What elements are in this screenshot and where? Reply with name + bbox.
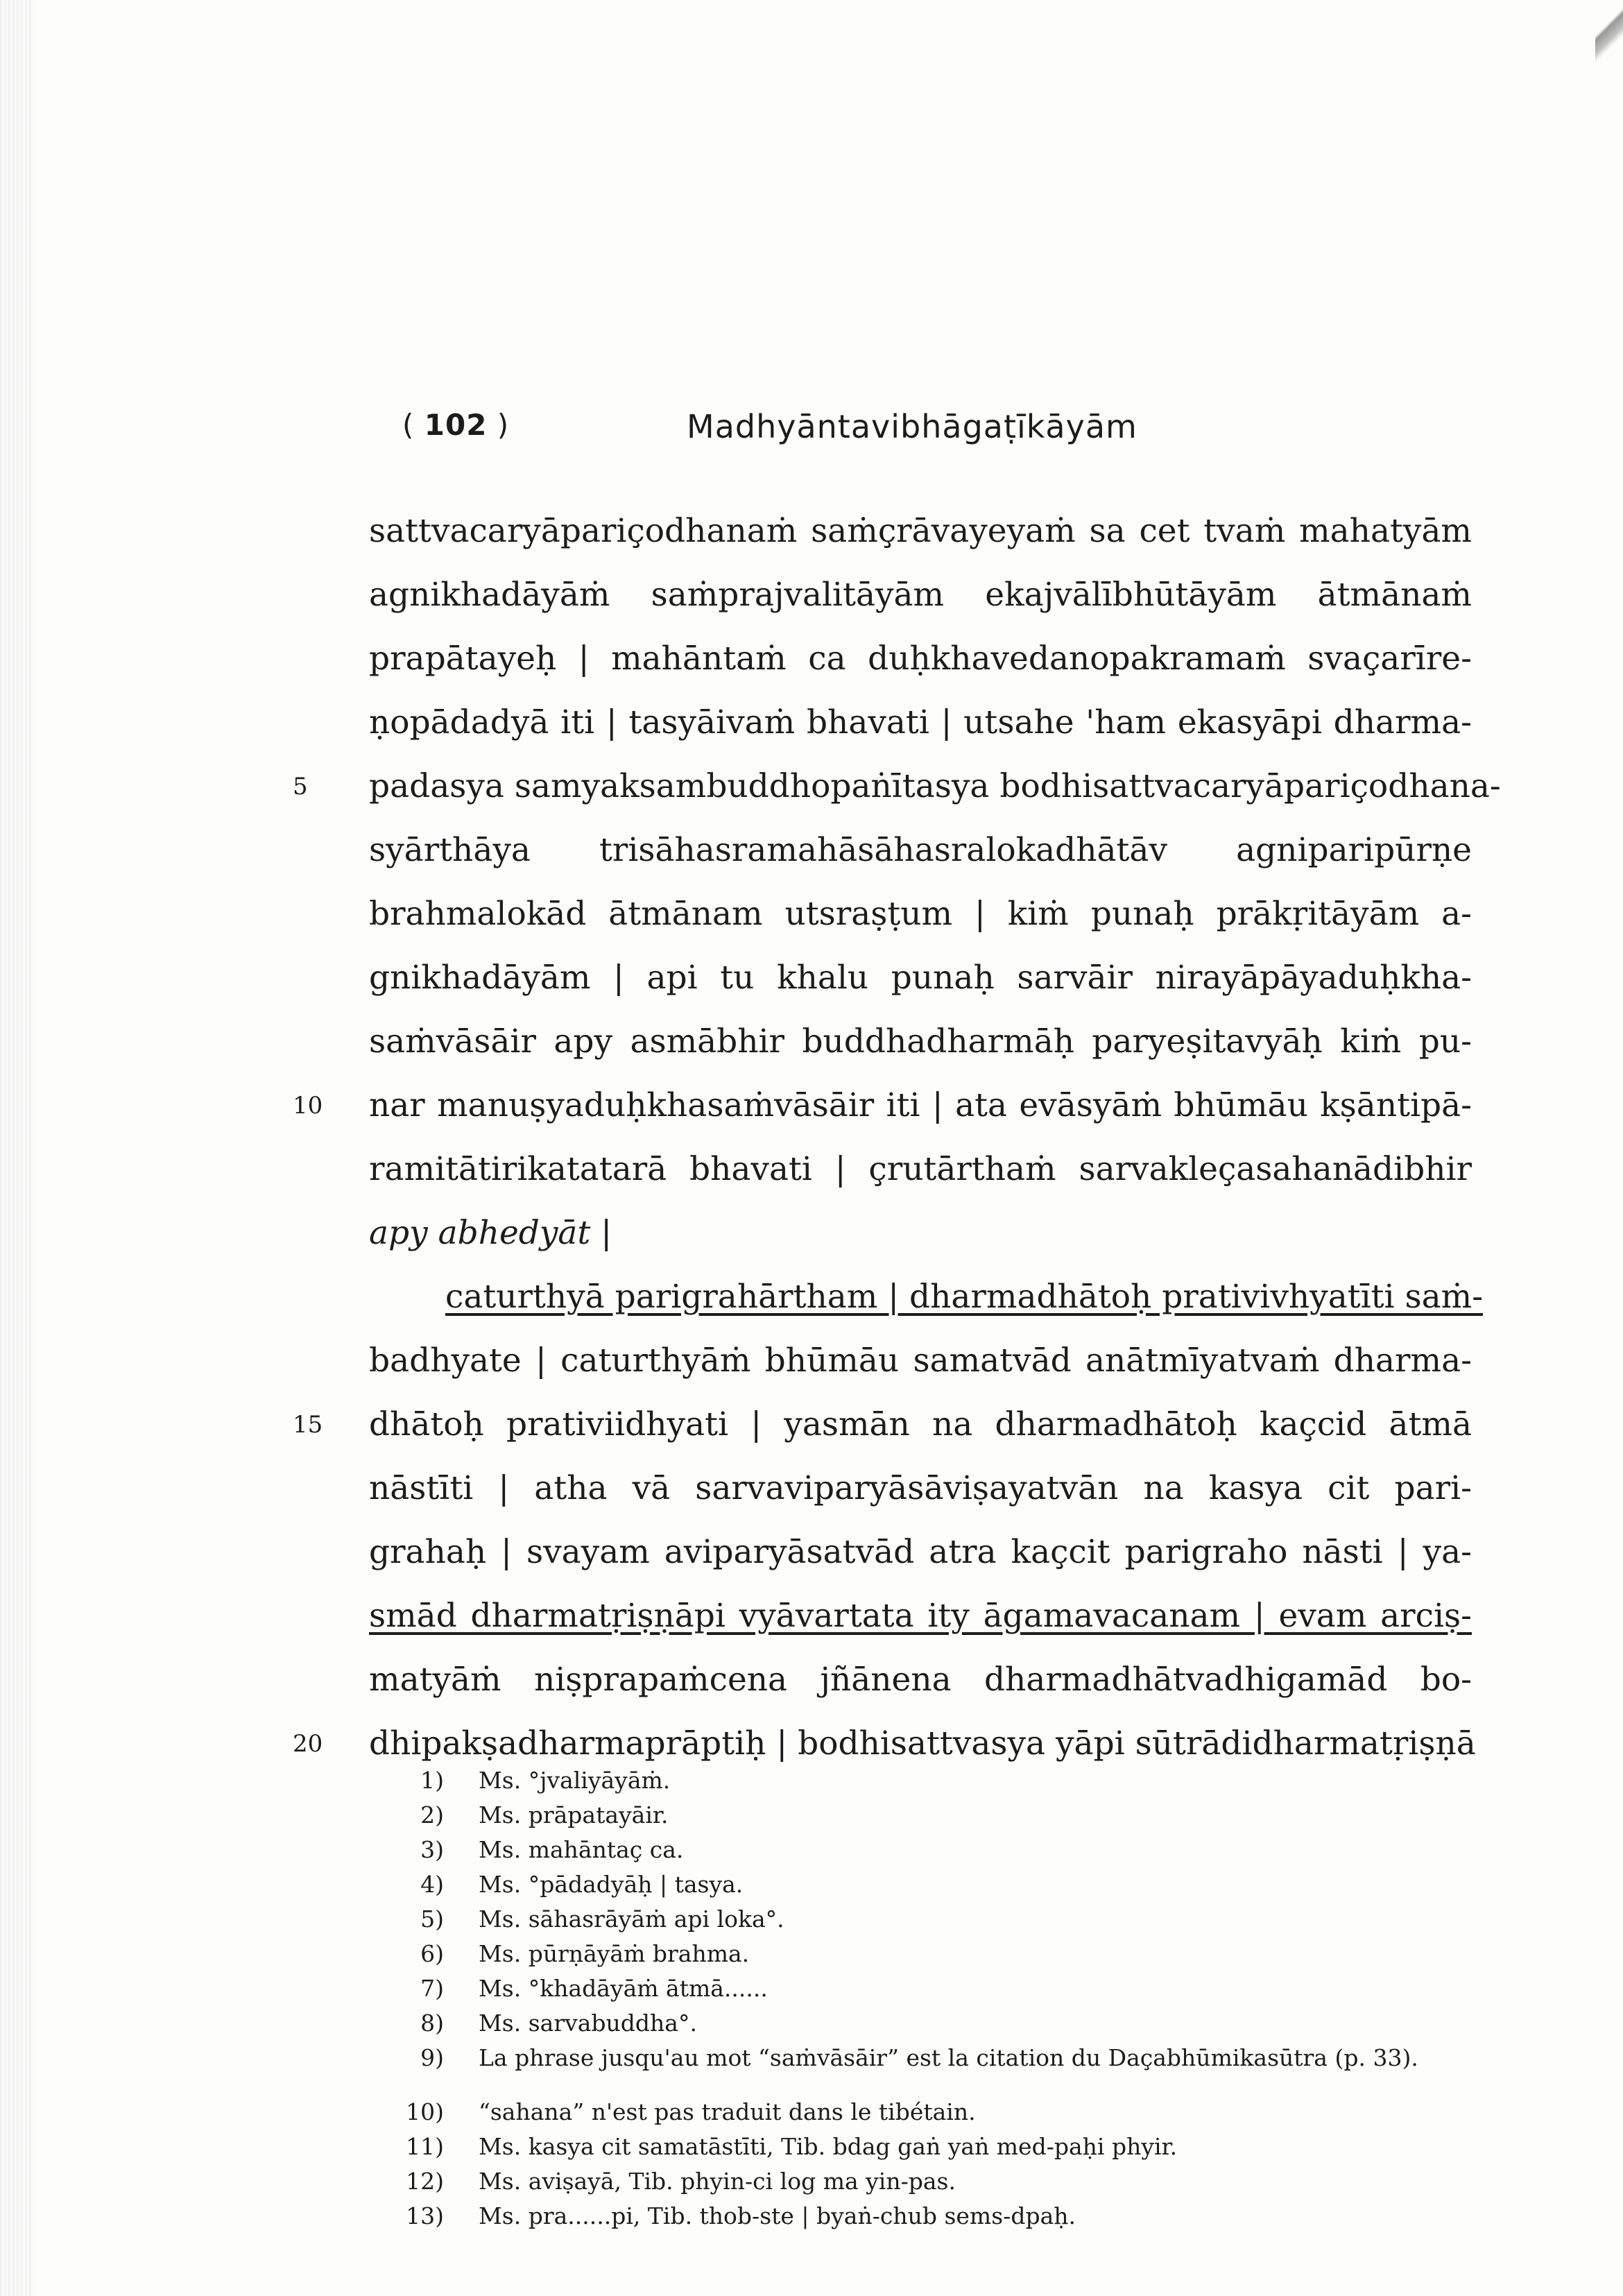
text-line (369, 1329, 1472, 1393)
line-text: matyāṁ niṣprapaṁcena jñānena dharmadhātvadhigamād bo- (369, 1661, 1472, 1699)
footnote-text: La phrase jusqu'au mot “saṁvāsāir” est la citation du Daçabhūmikasūtra (p. 33). (479, 2044, 1418, 2071)
text-line (369, 1265, 1484, 1329)
footnote-number: 6) (420, 1940, 444, 1967)
footnote (388, 1971, 1470, 2006)
text-line (369, 1520, 1472, 1584)
text-line (369, 1584, 1472, 1648)
text-line (369, 691, 1472, 755)
footnote (388, 2006, 1470, 2041)
text-line (369, 1138, 1472, 1201)
footnote-number: 3) (420, 1836, 444, 1863)
text-line (293, 1393, 1472, 1457)
footnote-number: 1) (420, 1767, 444, 1794)
footnote (388, 1902, 1470, 1937)
line-text: gnikhadāyām | api tu khalu punaḥ sarvāir nirayāpāyaduḥkha- (369, 959, 1472, 997)
page-number: ( 102 ) (402, 408, 510, 442)
line-text: apy abhedyāt | (369, 1214, 612, 1252)
footnote (388, 2095, 1470, 2130)
line-text: badhyate | caturthyāṁ bhūmāu samatvād anātmīyatvaṁ dharma- (369, 1342, 1472, 1380)
footnote-number: 13) (406, 2202, 444, 2229)
text-line (293, 1074, 1472, 1138)
footnote-number: 2) (420, 1801, 444, 1828)
footnote (388, 1763, 1470, 1798)
footnote-text: Ms. aviṣayā, Tib. phyin-ci log ma yin-pas. (479, 2168, 956, 2195)
footnote-number: 11) (406, 2133, 444, 2160)
footnote-number: 9) (420, 2044, 444, 2071)
main-text (293, 499, 1501, 1776)
footnote (388, 1867, 1470, 1902)
line-text: sattvacaryāpariçodhanaṁ saṁçrāvayeyaṁ sa cet tvaṁ mahatyām (369, 512, 1472, 550)
footnote-number: 7) (420, 1975, 444, 2002)
text-line (369, 563, 1472, 627)
footnote (388, 2199, 1470, 2234)
page-corner-mark (1595, 0, 1623, 62)
text-line (369, 946, 1472, 1010)
line-text: syārthāya trisāhasramahāsāhasralokadhātāv agniparipūrṇe (369, 831, 1472, 869)
footnote (388, 1798, 1470, 1833)
line-text: nar manuṣyaduḥkhasaṁvāsāir iti | ata evāsyāṁ bhūmāu kṣāntipā- (369, 1086, 1472, 1124)
line-text: agnikhadāyāṁ saṁprajvalitāyām ekajvālībhūtāyām ātmānaṁ (369, 576, 1472, 614)
footnote-text: Ms. sāhasrāyāṁ api loka°. (479, 1905, 784, 1933)
text-line (369, 1010, 1472, 1074)
line-text: caturthyā parigrahārtham | dharmadhātoḥ prativivhyatīti saṁ- (445, 1278, 1484, 1316)
footnote-text: Ms. °pādadyāḥ | tasya. (479, 1871, 744, 1898)
footnote-text: Ms. °jvaliyāyāṁ. (479, 1767, 671, 1794)
footnote-number: 8) (420, 2010, 444, 2037)
page-header (402, 408, 1512, 456)
text-line (369, 882, 1472, 946)
line-text: padasya samyaksambuddhopaṅītasya bodhisattvacaryāpariçodhana- (369, 767, 1501, 805)
footnote-text: Ms. prāpatayāir. (479, 1801, 669, 1828)
line-text: dhipakṣadharmaprāptiḥ | bodhisattvasya yāpi sūtrādidharmatṛiṣṇā (369, 1724, 1476, 1763)
footnotes (388, 1763, 1470, 2234)
line-number: 20 (293, 1730, 323, 1758)
footnote (388, 1937, 1470, 1971)
text-line (369, 819, 1472, 882)
line-text: prapātayeḥ | mahāntaṁ ca duḥkhavedanopakramaṁ svaçarīre- (369, 640, 1472, 678)
footnote-number: 10) (406, 2098, 444, 2125)
footnote (388, 1833, 1470, 1867)
footnote-text: Ms. °khadāyāṁ ātmā...... (479, 1975, 768, 2002)
text-line (369, 627, 1472, 691)
footnote (388, 2164, 1470, 2199)
footnote (388, 2041, 1470, 2095)
line-text: brahmalokād ātmānam utsraṣṭum | kiṁ punaḥ prākṛitāyām a- (369, 895, 1472, 933)
line-number: 10 (293, 1092, 323, 1120)
line-text: nāstīti | atha vā sarvaviparyāsāviṣayatvān na kasya cit pari- (369, 1469, 1472, 1507)
text-line (369, 1648, 1472, 1712)
footnote-text: “sahana” n'est pas traduit dans le tibétain. (479, 2098, 976, 2125)
line-number: 15 (293, 1411, 323, 1439)
running-title: Madhyāntavibhāgaṭīkāyām (687, 408, 1137, 445)
footnote-number: 5) (420, 1905, 444, 1933)
footnote-text: Ms. pūrṇāyāṁ brahma. (479, 1940, 750, 1967)
text-line (293, 755, 1501, 819)
footnote-text: Ms. pra......pi, Tib. thob-ste | byaṅ-chub sems-dpaḥ. (479, 2202, 1076, 2229)
text-line (369, 499, 1472, 563)
footnote-text: Ms. sarvabuddha°. (479, 2010, 697, 2037)
footnote-text: Ms. kasya cit samatāstīti, Tib. bdag gaṅ yaṅ med-paḥi phyir. (479, 2133, 1178, 2160)
text-line (369, 1457, 1472, 1520)
line-text: ṇopādadyā iti | tasyāivaṁ bhavati | utsahe 'ham ekasyāpi dharma- (369, 703, 1472, 742)
line-text: ramitātirikatatarā bhavati | çrutārthaṁ sarvakleçasahanādibhir (369, 1150, 1472, 1188)
text-line (369, 1201, 1472, 1265)
line-text: grahaḥ | svayam aviparyāsatvād atra kaçcit parigraho nāsti | ya- (369, 1533, 1472, 1571)
footnote (388, 2130, 1470, 2164)
footnote-number: 12) (406, 2168, 444, 2195)
line-number: 5 (293, 773, 308, 800)
line-text: dhātoḥ prativiidhyati | yasmān na dharmadhātoḥ kaçcid ātmā (369, 1405, 1472, 1443)
footnote-text: Ms. mahāntaç ca. (479, 1836, 684, 1863)
line-text: saṁvāsāir apy asmābhir buddhadharmāḥ paryeṣitavyāḥ kiṁ pu- (369, 1022, 1472, 1061)
scan-edge-shadow (0, 0, 33, 2296)
line-text: smād dharmatṛiṣṇāpi vyāvartata ity āgamavacanam | evam arciṣ- (369, 1597, 1472, 1635)
footnote-number: 4) (420, 1871, 444, 1898)
